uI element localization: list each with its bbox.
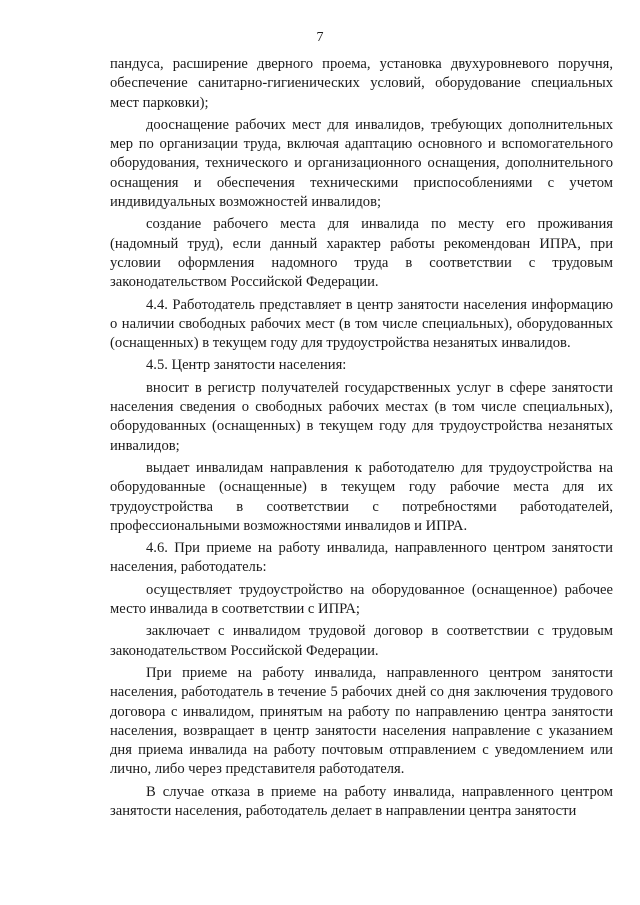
paragraph-4-6-employment: осуществляет трудоустройство на оборудованное (оснащенное) рабочее место инвалида в соответствии с ИПРА;	[110, 581, 613, 618]
paragraph-4-5-heading: 4.5. Центр занятости населения:	[146, 357, 347, 374]
paragraph-refusal: В случае отказа в приеме на работу инвалида, направленного центром занятости населения, работодатель делает в направлении центра занятости	[110, 783, 613, 819]
paragraph-return-referral: При приеме на работу инвалида, направленного центром занятости населения, работодатель в течение 5 рабочих дней со дня заключения трудового договора с инвалидом, принятым на работу по направлению центра занятости населения, возвращает в центр занятости населения направление с указанием дня приема инвалида на работу почтовым отправлением с уведомлением или лично, либо через представителя работодателя.	[110, 664, 613, 778]
page-number: 7	[316, 30, 324, 45]
paragraph-4-5-referrals: выдает инвалидам направления к работодателю для трудоустройства на оборудованные (оснащенные) в текущем году рабочие места для их трудоустройства в соответствии с потребностями работодателей, профессиональными возможностями инвалидов и ИПРА.	[110, 459, 613, 534]
paragraph-ramp-parking: пандуса, расширение дверного проема, установка двухуровневого поручня, обеспечение санитарно-гигиенических условий, оборудование специальных мест парковки);	[110, 56, 613, 111]
document-body	[110, 55, 613, 821]
paragraph-4-5-register: вносит в регистр получателей государственных услуг в сфере занятости населения сведения о свободных рабочих местах (в том числе специальных), оборудованных (оснащенных) в текущем году для трудоустройства незанятых инвалидов;	[110, 379, 613, 454]
paragraph-home-work: создание рабочего места для инвалида по месту его проживания (надомный труд), если данный характер работы рекомендован ИПРА, при условии оформления надомного труда в соответствии с трудовым законодательством Российской Федерации.	[110, 216, 613, 291]
paragraph-workplace-equipment: дооснащение рабочих мест для инвалидов, требующих дополнительных мер по организации труда, включая адаптацию основного и вспомогательного оборудования, технического и организационного оснащения, дополнительного оснащения и обеспечения техническими приспособлениями с учетом индивидуальных возможностей инвалидов;	[110, 116, 613, 211]
paragraph-4-4: 4.4. Работодатель представляет в центр занятости населения информацию о наличии свободных рабочих мест (в том числе специальных), оборудованных (оснащенных) в текущем году для трудоустройства незанятых инвалидов.	[110, 296, 613, 352]
paragraph-4-6-contract: заключает с инвалидом трудовой договор в соответствии с трудовым законодательством Российской Федерации.	[110, 623, 613, 659]
paragraph-4-6-heading: 4.6. При приеме на работу инвалида, направленного центром занятости населения, работодатель:	[110, 540, 613, 576]
